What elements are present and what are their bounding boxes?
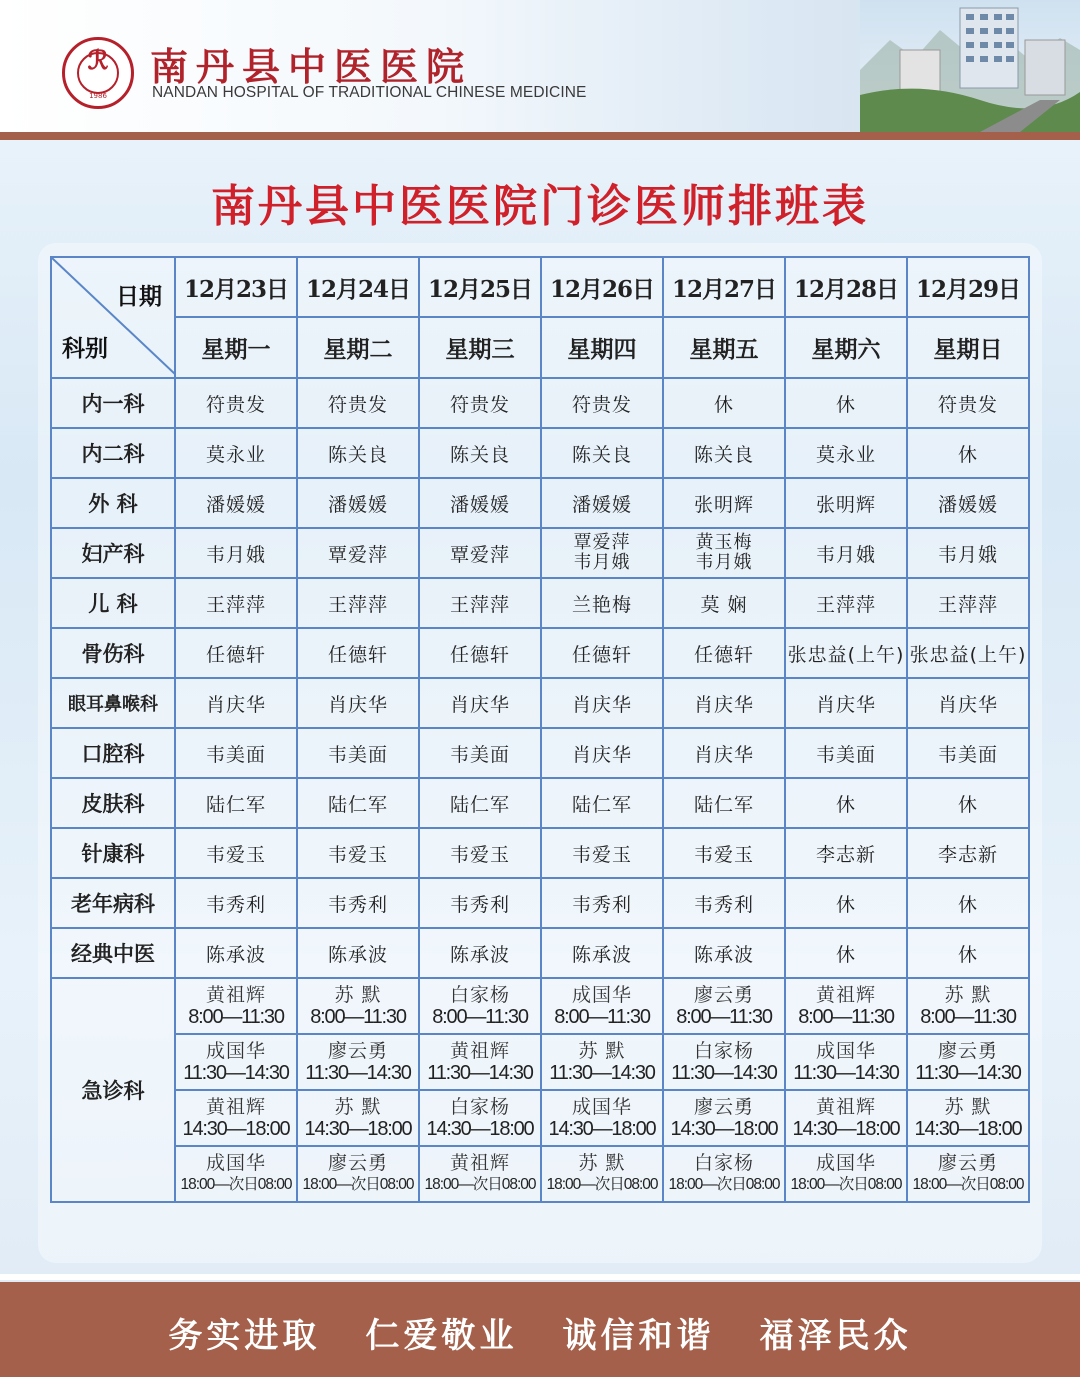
- emergency-cell: [907, 1090, 1029, 1146]
- table-row: [51, 428, 1029, 478]
- weekday-header: 星期五: [663, 317, 785, 378]
- emergency-cell: [907, 1146, 1029, 1202]
- weekday-row: [51, 317, 1029, 378]
- header-banner: [0, 0, 1080, 132]
- emergency-cell: [541, 1090, 663, 1146]
- shift-time: 18:00—次日08:00: [790, 1176, 902, 1193]
- doctor-cell: 王萍萍: [297, 578, 419, 628]
- doctor-name: 成国华: [205, 1040, 266, 1062]
- doctor-cell: 韦美面: [419, 728, 541, 778]
- doctor-name: 成国华: [205, 1152, 266, 1174]
- doctor-cell: 张忠益(上午): [907, 628, 1029, 678]
- department-name: 急诊科: [51, 978, 175, 1202]
- footer-divider: [0, 1274, 1080, 1280]
- doctor-name: 白家杨: [449, 1096, 510, 1118]
- department-name: 儿 科: [51, 578, 175, 628]
- doctor-cell: 王萍萍: [175, 578, 297, 628]
- doctor-cell: 符贵发: [297, 378, 419, 428]
- doctor-cell: 休: [663, 378, 785, 428]
- doctor-cell: 韦美面: [785, 728, 907, 778]
- doctor-cell: 潘媛媛: [541, 478, 663, 528]
- shift-time: 11:30—14:30: [549, 1062, 655, 1084]
- doctor-cell: 陈关良: [541, 428, 663, 478]
- emergency-cell: [541, 1034, 663, 1090]
- doctor-name: 成国华: [571, 1096, 632, 1118]
- doctor-cell: 符贵发: [541, 378, 663, 428]
- shift-time: 8:00—11:30: [798, 1006, 894, 1028]
- doctor-cell: 休: [907, 778, 1029, 828]
- doctor-cell: 韦美面: [297, 728, 419, 778]
- doctor-cell: 韦秀利: [541, 878, 663, 928]
- doctor-cell: 肖庆华: [907, 678, 1029, 728]
- doctor-cell: 韦秀利: [663, 878, 785, 928]
- doctor-cell: 休: [907, 428, 1029, 478]
- shift-time: 8:00—11:30: [676, 1006, 772, 1028]
- doctor-cell: 肖庆华: [785, 678, 907, 728]
- doctor-cell: 韦爱玉: [541, 828, 663, 878]
- header-divider: [0, 132, 1080, 140]
- doctor-cell: 韦美面: [907, 728, 1029, 778]
- doctor-name: 苏 默: [578, 1152, 626, 1174]
- table-row: [51, 528, 1029, 578]
- department-name: 内二科: [51, 428, 175, 478]
- table-row: [51, 728, 1029, 778]
- doctor-cell: 肖庆华: [663, 728, 785, 778]
- emergency-cell: [297, 1090, 419, 1146]
- slogan-list: [0, 1308, 1080, 1357]
- doctor-cell: 王萍萍: [907, 578, 1029, 628]
- doctor-cell: 陈关良: [297, 428, 419, 478]
- doctor-cell: 李志新: [785, 828, 907, 878]
- date-header: 12月28日: [785, 257, 907, 317]
- corner-dept-label: 科别: [62, 336, 108, 362]
- doctor-cell: 陆仁军: [541, 778, 663, 828]
- doctor-cell: 张忠益(上午): [785, 628, 907, 678]
- hospital-name-en: NANDAN HOSPITAL OF TRADITIONAL CHINESE MEDICINE: [152, 84, 587, 101]
- doctor-cell: 韦美面: [175, 728, 297, 778]
- doctor-name: 苏 默: [944, 984, 992, 1006]
- emergency-cell: [785, 1146, 907, 1202]
- doctor-name: 黄祖辉: [449, 1040, 510, 1062]
- doctor-name: 廖云勇: [327, 1040, 388, 1062]
- cityscape-image: [860, 0, 1080, 132]
- doctor-cell: 李志新: [907, 828, 1029, 878]
- doctor-name: 黄祖辉: [815, 984, 876, 1006]
- department-name: 骨伤科: [51, 628, 175, 678]
- doctor-cell: 韦秀利: [175, 878, 297, 928]
- weekday-header: 星期四: [541, 317, 663, 378]
- doctor-cell: 王萍萍: [419, 578, 541, 628]
- doctor-cell: [663, 528, 785, 578]
- shift-time: 14:30—18:00: [670, 1118, 778, 1140]
- emergency-cell: [419, 1146, 541, 1202]
- doctor-cell: 潘媛媛: [419, 478, 541, 528]
- corner-header: [51, 257, 175, 378]
- department-name: 皮肤科: [51, 778, 175, 828]
- shift-time: 18:00—次日08:00: [424, 1176, 536, 1193]
- table-row: [51, 628, 1029, 678]
- table-row: [51, 678, 1029, 728]
- shift-time: 8:00—11:30: [188, 1006, 284, 1028]
- doctor-cell: 符贵发: [907, 378, 1029, 428]
- emergency-cell: [663, 1090, 785, 1146]
- table-row: [51, 878, 1029, 928]
- footer-banner: [0, 1282, 1080, 1377]
- shift-time: 8:00—11:30: [554, 1006, 650, 1028]
- doctor-cell: 韦爱玉: [297, 828, 419, 878]
- doctor-name: 廖云勇: [937, 1152, 998, 1174]
- emergency-cell: [907, 1034, 1029, 1090]
- doctor-cell: 韦秀利: [419, 878, 541, 928]
- emergency-cell: [785, 978, 907, 1034]
- page-title: 南丹县中医医院门诊医师排班表: [211, 181, 869, 232]
- shift-time: 14:30—18:00: [182, 1118, 290, 1140]
- doctor-cell: 陆仁军: [175, 778, 297, 828]
- doctor-cell: 肖庆华: [663, 678, 785, 728]
- doctor-cell: 覃爱萍: [297, 528, 419, 578]
- emergency-cell: [663, 978, 785, 1034]
- doctor-name: 黄祖辉: [815, 1096, 876, 1118]
- table-row: [51, 778, 1029, 828]
- doctor-cell: 韦爱玉: [663, 828, 785, 878]
- doctor-cell: 韦秀利: [297, 878, 419, 928]
- emergency-cell: [419, 1034, 541, 1090]
- table-row: [51, 378, 1029, 428]
- department-name: 妇产科: [51, 528, 175, 578]
- weekday-header: 星期三: [419, 317, 541, 378]
- doctor-cell: 任德轩: [541, 628, 663, 678]
- doctor-name: 苏 默: [334, 1096, 382, 1118]
- shift-time: 8:00—11:30: [920, 1006, 1016, 1028]
- doctor-name: 廖云勇: [693, 984, 754, 1006]
- emergency-cell: [297, 1146, 419, 1202]
- doctor-cell: 陈承波: [297, 928, 419, 978]
- doctor-cell: 莫永业: [175, 428, 297, 478]
- doctor-cell: 休: [785, 878, 907, 928]
- date-header: 12月23日: [175, 257, 297, 317]
- doctor-cell: 潘媛媛: [175, 478, 297, 528]
- doctor-cell: 陆仁军: [419, 778, 541, 828]
- doctor-cell: 陈关良: [663, 428, 785, 478]
- emergency-cell: [907, 978, 1029, 1034]
- doctor-cell: 韦爱玉: [419, 828, 541, 878]
- doctor-cell: 张明辉: [663, 478, 785, 528]
- weekday-header: 星期一: [175, 317, 297, 378]
- weekday-header: 星期六: [785, 317, 907, 378]
- shift-time: 18:00—次日08:00: [546, 1176, 658, 1193]
- shift-time: 8:00—11:30: [432, 1006, 528, 1028]
- doctor-cell: 韦月娥: [907, 528, 1029, 578]
- doctor-cell: 休: [785, 378, 907, 428]
- table-row: [51, 578, 1029, 628]
- doctor-cell: 休: [785, 778, 907, 828]
- doctor-cell: 休: [907, 878, 1029, 928]
- shift-time: 18:00—次日08:00: [912, 1176, 1024, 1193]
- slogan: 福泽民众: [759, 1316, 912, 1356]
- date-header: 12月29日: [907, 257, 1029, 317]
- emergency-cell: [297, 1034, 419, 1090]
- department-name: 针康科: [51, 828, 175, 878]
- doctor-cell: 陈承波: [419, 928, 541, 978]
- emergency-cell: [175, 1034, 297, 1090]
- doctor-name: 苏 默: [944, 1096, 992, 1118]
- logo-mark: ℛ: [87, 46, 109, 76]
- doctor-name: 黄祖辉: [449, 1152, 510, 1174]
- doctor-name: 韦月娥: [695, 552, 753, 573]
- shift-time: 14:30—18:00: [426, 1118, 534, 1140]
- shift-time: 14:30—18:00: [914, 1118, 1022, 1140]
- doctor-cell: 莫永业: [785, 428, 907, 478]
- emergency-cell: [541, 978, 663, 1034]
- shift-time: 14:30—18:00: [792, 1118, 900, 1140]
- table-row: [51, 928, 1029, 978]
- weekday-header: 星期二: [297, 317, 419, 378]
- doctor-name: 覃爱萍: [573, 532, 631, 553]
- doctor-name: 成国华: [815, 1040, 876, 1062]
- doctor-name: 黄祖辉: [205, 984, 266, 1006]
- doctor-cell: 任德轩: [663, 628, 785, 678]
- shift-time: 11:30—14:30: [427, 1062, 533, 1084]
- date-header: 12月27日: [663, 257, 785, 317]
- emergency-cell: [297, 978, 419, 1034]
- department-name: 内一科: [51, 378, 175, 428]
- doctor-name: 白家杨: [693, 1040, 754, 1062]
- emergency-cell: [175, 1146, 297, 1202]
- shift-time: 11:30—14:30: [183, 1062, 289, 1084]
- doctor-name: 黄祖辉: [205, 1096, 266, 1118]
- doctor-cell: 王萍萍: [785, 578, 907, 628]
- date-row: [51, 257, 1029, 317]
- weekday-header: 星期日: [907, 317, 1029, 378]
- emergency-cell: [663, 1146, 785, 1202]
- table-row: [51, 478, 1029, 528]
- doctor-name: 廖云勇: [937, 1040, 998, 1062]
- doctor-cell: 兰艳梅: [541, 578, 663, 628]
- doctor-cell: 韦月娥: [175, 528, 297, 578]
- doctor-cell: 陈承波: [541, 928, 663, 978]
- department-name: 眼耳鼻喉科: [51, 678, 175, 728]
- date-header: 12月25日: [419, 257, 541, 317]
- doctor-cell: 肖庆华: [541, 728, 663, 778]
- shift-time: 11:30—14:30: [793, 1062, 899, 1084]
- doctor-name: 韦月娥: [573, 552, 631, 573]
- date-header: 12月24日: [297, 257, 419, 317]
- doctor-name: 白家杨: [693, 1152, 754, 1174]
- doctor-cell: 陆仁军: [663, 778, 785, 828]
- emergency-row: [51, 978, 1029, 1034]
- slogan: 务实进取: [168, 1316, 321, 1356]
- doctor-name: 苏 默: [334, 984, 382, 1006]
- doctor-cell: 肖庆华: [297, 678, 419, 728]
- emergency-cell: [785, 1034, 907, 1090]
- doctor-cell: 肖庆华: [541, 678, 663, 728]
- corner-date-label: 日期: [116, 284, 162, 310]
- shift-time: 18:00—次日08:00: [668, 1176, 780, 1193]
- shift-time: 18:00—次日08:00: [180, 1176, 292, 1193]
- emergency-cell: [541, 1146, 663, 1202]
- emergency-row: [51, 1146, 1029, 1202]
- department-name: 口腔科: [51, 728, 175, 778]
- slogan: 仁爱敬业: [365, 1316, 518, 1356]
- doctor-cell: 休: [785, 928, 907, 978]
- doctor-cell: 陈承波: [663, 928, 785, 978]
- table-row: [51, 828, 1029, 878]
- emergency-cell: [419, 1090, 541, 1146]
- date-header: 12月26日: [541, 257, 663, 317]
- emergency-cell: [175, 978, 297, 1034]
- emergency-cell: [419, 978, 541, 1034]
- doctor-name: 成国华: [815, 1152, 876, 1174]
- doctor-cell: 张明辉: [785, 478, 907, 528]
- doctor-cell: 莫 娴: [663, 578, 785, 628]
- doctor-cell: [541, 528, 663, 578]
- slogan: 诚信和谐: [562, 1316, 715, 1356]
- schedule-table: [50, 256, 1030, 1203]
- shift-time: 14:30—18:00: [304, 1118, 412, 1140]
- shift-time: 11:30—14:30: [305, 1062, 411, 1084]
- department-name: 外 科: [51, 478, 175, 528]
- doctor-cell: 覃爱萍: [419, 528, 541, 578]
- doctor-name: 廖云勇: [693, 1096, 754, 1118]
- doctor-cell: 陆仁军: [297, 778, 419, 828]
- doctor-name: 黄玉梅: [695, 532, 753, 553]
- doctor-cell: 陈承波: [175, 928, 297, 978]
- doctor-cell: 肖庆华: [175, 678, 297, 728]
- doctor-cell: 潘媛媛: [907, 478, 1029, 528]
- emergency-row: [51, 1034, 1029, 1090]
- emergency-cell: [175, 1090, 297, 1146]
- shift-time: 11:30—14:30: [671, 1062, 777, 1084]
- shift-time: 11:30—14:30: [915, 1062, 1021, 1084]
- doctor-cell: 符贵发: [419, 378, 541, 428]
- doctor-cell: 韦月娥: [785, 528, 907, 578]
- doctor-cell: 任德轩: [297, 628, 419, 678]
- doctor-cell: 陈关良: [419, 428, 541, 478]
- doctor-cell: 肖庆华: [419, 678, 541, 728]
- doctor-name: 苏 默: [578, 1040, 626, 1062]
- doctor-cell: 任德轩: [175, 628, 297, 678]
- shift-time: 18:00—次日08:00: [302, 1176, 414, 1193]
- emergency-cell: [663, 1034, 785, 1090]
- department-name: 老年病科: [51, 878, 175, 928]
- emergency-cell: [785, 1090, 907, 1146]
- hospital-logo-icon: [62, 37, 134, 109]
- department-name: 经典中医: [51, 928, 175, 978]
- doctor-name: 廖云勇: [327, 1152, 388, 1174]
- doctor-name: 成国华: [571, 984, 632, 1006]
- doctor-cell: 潘媛媛: [297, 478, 419, 528]
- doctor-cell: 休: [907, 928, 1029, 978]
- doctor-cell: 符贵发: [175, 378, 297, 428]
- emergency-row: [51, 1090, 1029, 1146]
- shift-time: 14:30—18:00: [548, 1118, 656, 1140]
- hospital-name-cn: 南丹县中医医院: [150, 44, 473, 89]
- doctor-name: 白家杨: [449, 984, 510, 1006]
- logo-year: 1986: [89, 92, 107, 100]
- doctor-cell: 任德轩: [419, 628, 541, 678]
- shift-time: 8:00—11:30: [310, 1006, 406, 1028]
- doctor-cell: 韦爱玉: [175, 828, 297, 878]
